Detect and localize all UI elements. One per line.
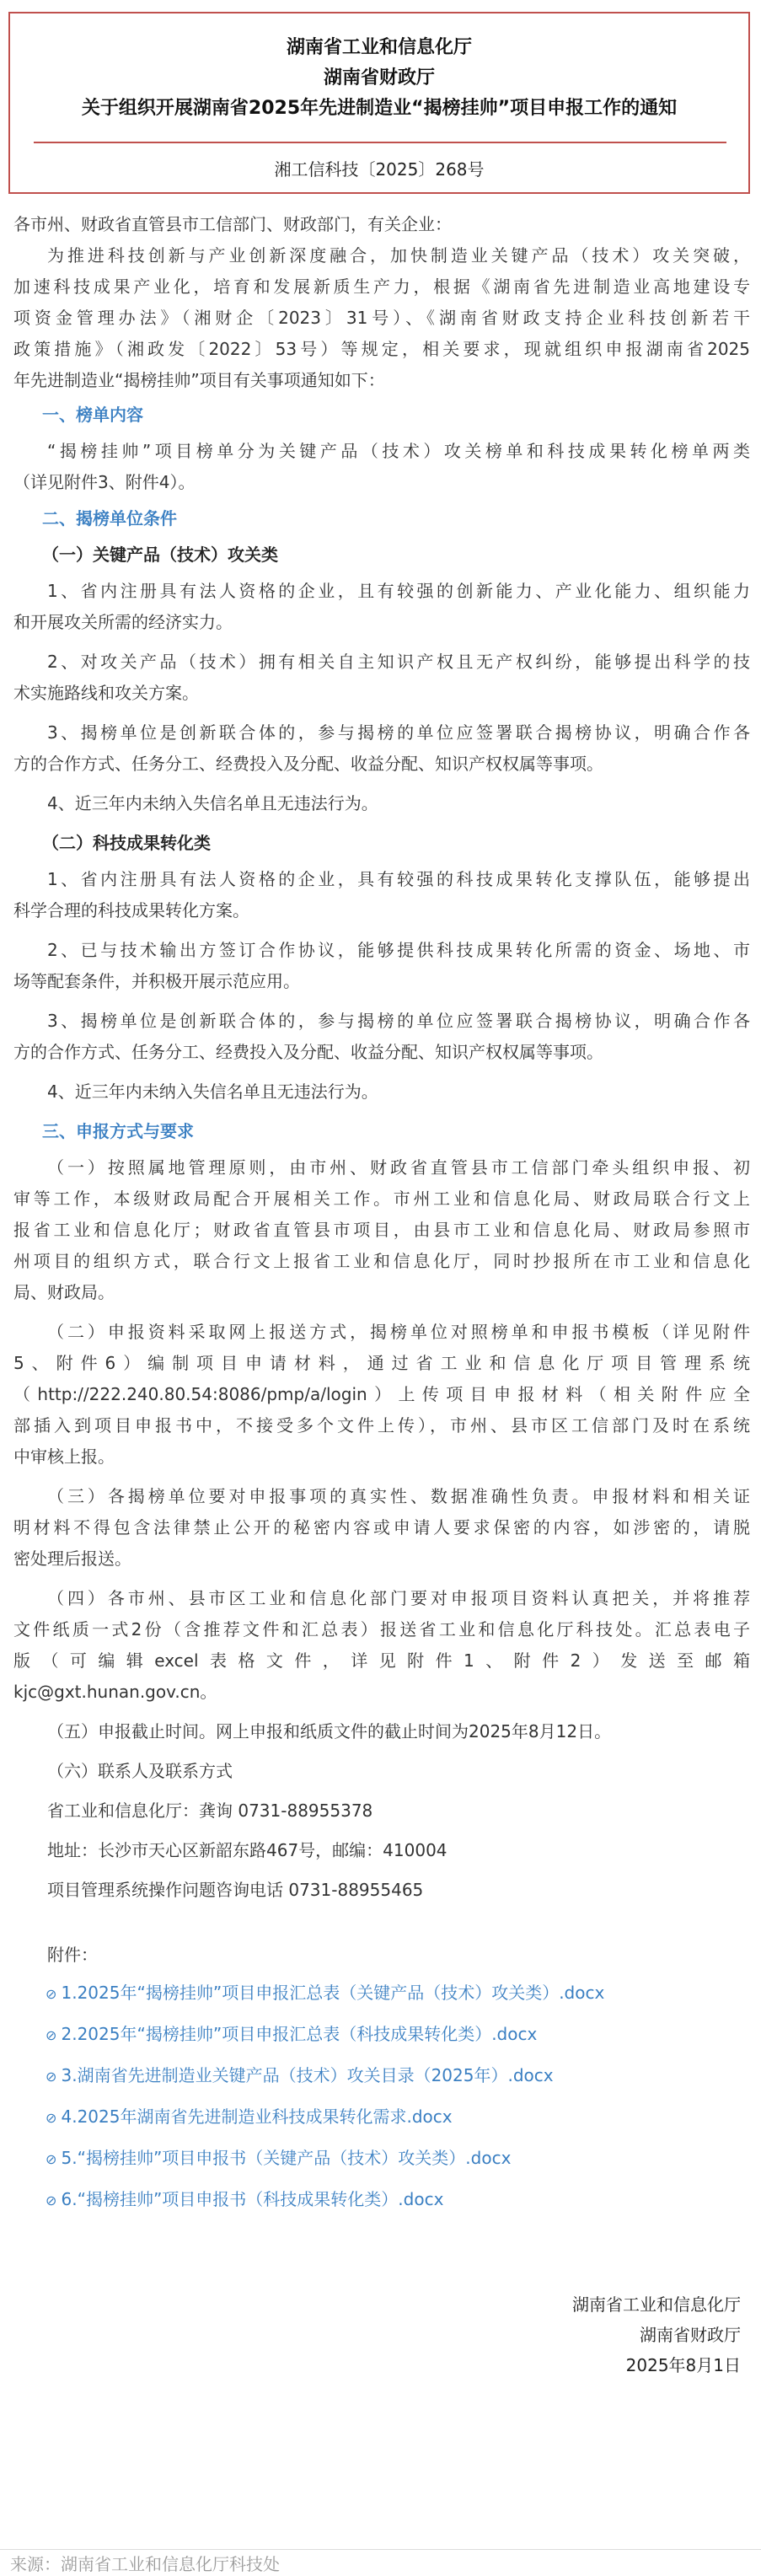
signature-date: 2025年8月1日 [625,2355,741,2375]
document-title: 关于组织开展湖南省2025年先进制造业“揭榜挂帅”项目申报工作的通知 [81,98,678,119]
salutation: 各市州、财政省直管县市工信部门、财政部门，有关企业： [13,214,452,234]
contact-phone: 项目管理系统操作问题咨询电话 0731-88955465 [47,1880,424,1900]
attachment-filename: 5.“揭榜挂帅”项目申报书（关键产品（技术）攻关类）.docx [61,2148,512,2168]
condition-a-1-line: 1、省内注册具有法人资格的企业，且有较强的创新能力、产业化能力、组织能力 [47,581,750,601]
paperclip-icon: ⊘ [46,2151,62,2167]
source-divider [0,2549,761,2550]
paperclip-icon: ⊘ [46,1986,62,2002]
section-2-sub-2-heading: （二）科技成果转化类 [42,833,211,853]
requirement-1-line: 州项目的组织方式，联合行文上报省工业和信息化厅，同时抄报所在市工业和信息化 [13,1251,750,1271]
condition-a-1-line: 和开展攻关所需的经济实力。 [13,612,233,632]
requirement-3-line: 明材料不得包含法律禁止公开的秘密内容或申请人要求保密的内容，如涉密的，请脱 [13,1517,750,1538]
intro-paragraph-line: 项资金管理办法》（湘财企〔2023〕31号）、《湖南省财政支持企业科技创新若干 [13,308,750,328]
condition-a-2-line: 2、对攻关产品（技术）拥有相关自主知识产权且无产权纠纷，能够提出科学的技 [47,652,750,672]
requirement-1-line: 报省工业和信息化厅；财政省直管县市项目，由县市工业和信息化局、财政局参照市 [13,1220,750,1240]
requirement-6: （六）联系人及联系方式 [47,1761,233,1781]
attachment-filename: 2.2025年“揭榜挂帅”项目申报汇总表（科技成果转化类）.docx [61,2024,538,2044]
section-2-heading: 二、揭榜单位条件 [42,508,177,529]
requirement-1-line: 审等工作，本级财政局配合开展相关工作。市州工业和信息化局、财政局联合行文上 [13,1189,750,1209]
requirement-3-line: 密处理后报送。 [13,1548,131,1569]
attachments-label: 附件： [47,1945,98,1965]
section-3-heading: 三、申报方式与要求 [42,1121,194,1141]
section-1-paragraph-line: “揭榜挂帅”项目榜单分为关键产品（技术）攻关榜单和科技成果转化榜单两类 [47,441,750,461]
section-1-heading: 一、榜单内容 [42,405,143,425]
document-header [8,12,750,194]
paperclip-icon: ⊘ [46,2110,62,2126]
requirement-4-line: （四）各市州、县市区工业和信息化部门要对申报项目资料认真把关，并将推荐 [47,1588,750,1608]
paperclip-icon: ⊘ [46,2027,62,2043]
condition-a-4-line: 4、近三年内未纳入失信名单且无违法行为。 [47,793,378,813]
intro-paragraph-line: 政策措施》（湘政发〔2022〕53号）等规定，相关要求，现就组织申报湖南省2025 [13,339,750,359]
attachment-filename: 4.2025年湖南省先进制造业科技成果转化需求.docx [61,2106,453,2127]
requirement-2-line: 中审核上报。 [13,1446,115,1467]
attachment-link[interactable] [46,2021,537,2049]
contact-person: 省工业和信息化厅：龚询 0731-88955378 [47,1801,373,1821]
source-note: 来源：湖南省工业和信息化厅科技处 [10,2554,280,2574]
requirement-4-line: kjc@gxt.hunan.gov.cn。 [13,1682,217,1702]
requirement-2-line: （二）申报资料采取网上报送方式，揭榜单位对照榜单和申报书模板（详见附件 [47,1322,750,1342]
intro-paragraph-line: 年先进制造业“揭榜挂帅”项目有关事项通知如下： [13,370,385,390]
condition-b-4-line: 4、近三年内未纳入失信名单且无违法行为。 [47,1081,378,1102]
attachment-link[interactable] [46,2103,453,2132]
condition-a-3-line: 3、揭榜单位是创新联合体的，参与揭榜的单位应签署联合揭榜协议，明确合作各 [47,722,750,743]
contact-address: 地址：长沙市天心区新韶东路467号，邮编：410004 [47,1840,447,1860]
intro-paragraph-line: 加速科技成果产业化，培育和发展新质生产力，根据《湖南省先进制造业高地建设专 [13,276,750,297]
attachment-filename: 3.湖南省先进制造业关键产品（技术）攻关目录（2025年）.docx [61,2065,554,2085]
condition-b-2-line: 场等配套条件，并积极开展示范应用。 [13,971,300,991]
paperclip-icon: ⊘ [46,2069,62,2085]
header-divider [34,142,726,143]
condition-b-2-line: 2、已与技术输出方签订合作协议，能够提供科技成果转化所需的资金、场地、市 [47,940,750,960]
attachment-link[interactable] [46,2062,554,2090]
requirement-1-line: 局、财政局。 [13,1282,115,1302]
document-number: 湘工信科技〔2025〕268号 [274,159,485,180]
intro-paragraph-line: 为推进科技创新与产业创新深度融合，加快制造业关键产品（技术）攻关突破， [47,245,750,266]
attachment-link[interactable] [46,2186,443,2214]
section-2-sub-1-heading: （一）关键产品（技术）攻关类 [42,545,278,565]
condition-b-3-line: 3、揭榜单位是创新联合体的，参与揭榜的单位应签署联合揭榜协议，明确合作各 [47,1011,750,1031]
condition-b-1-line: 科学合理的科技成果转化方案。 [13,900,249,920]
requirement-5: （五）申报截止时间。网上申报和纸质文件的截止时间为2025年8月12日。 [47,1721,612,1741]
attachment-link[interactable] [46,1979,604,2008]
requirement-2-line: （http://222.240.80.54:8086/pmp/a/login）上传项目申报材料（相关附件应全 [13,1384,750,1404]
section-1-paragraph-line: （详见附件3、附件4）。 [13,472,196,492]
signature-org-2: 湖南省财政厅 [640,2325,741,2345]
condition-b-1-line: 1、省内注册具有法人资格的企业，具有较强的科技成果转化支撑队伍，能够提出 [47,869,750,889]
issuing-org-2: 湖南省财政厅 [323,67,435,89]
paperclip-icon: ⊘ [46,2192,62,2208]
attachment-filename: 6.“揭榜挂帅”项目申报书（科技成果转化类）.docx [61,2189,444,2209]
condition-a-3-line: 方的合作方式、任务分工、经费投入及分配、收益分配、知识产权权属等事项。 [13,754,603,774]
requirement-4-line: 版（可编辑excel表格文件，详见附件1、附件2）发送至邮箱 [13,1650,750,1671]
attachment-filename: 1.2025年“揭榜挂帅”项目申报汇总表（关键产品（技术）攻关类）.docx [61,1983,605,2003]
signature-org-1: 湖南省工业和信息化厅 [572,2294,741,2315]
condition-b-3-line: 方的合作方式、任务分工、经费投入及分配、收益分配、知识产权权属等事项。 [13,1042,603,1062]
requirement-4-line: 文件纸质一式2份（含推荐文件和汇总表）报送省工业和信息化厅科技处。汇总表电子 [13,1619,750,1640]
condition-a-2-line: 术实施路线和攻关方案。 [13,683,199,703]
requirement-2-line: 5、附件6）编制项目申请材料，通过省工业和信息化厅项目管理系统 [13,1353,750,1373]
issuing-org-1: 湖南省工业和信息化厅 [286,37,472,58]
requirement-1-line: （一）按照属地管理原则，由市州、财政省直管县市工信部门牵头组织申报、初 [47,1157,750,1178]
requirement-2-line: 部插入到项目申报书中，不接受多个文件上传），市州、县市区工信部门及时在系统 [13,1415,750,1436]
attachment-link[interactable] [46,2144,511,2173]
requirement-3-line: （三）各揭榜单位要对申报事项的真实性、数据准确性负责。申报材料和相关证 [47,1486,750,1506]
